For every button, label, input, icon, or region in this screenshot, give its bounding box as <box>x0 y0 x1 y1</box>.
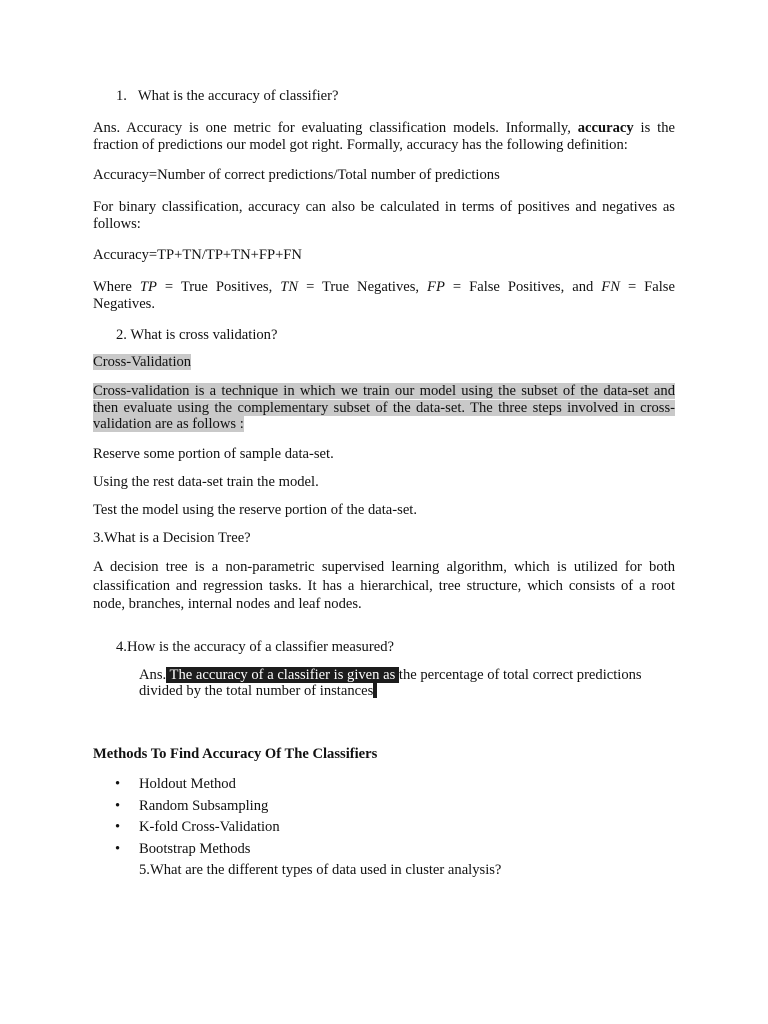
step-2: Using the rest data-set train the model. <box>93 474 319 490</box>
answer-1-part1: Ans. Accuracy is one metric for evaluating classification models. Informally, <box>93 120 578 136</box>
methods-heading-text: Methods To Find Accuracy Of The Classifiers <box>93 746 378 762</box>
methods-heading <box>93 746 675 763</box>
fp-term: FP <box>427 279 445 295</box>
tn-definition: = True Negatives, <box>298 279 428 295</box>
tp-definition: = True Positives, <box>156 279 281 295</box>
decision-tree-paragraph: A decision tree is a non-parametric supervised learning algorithm, which is utilized for both classification and regression tasks. It has a hierarchical, tree structure, which consists of a root node, branches, internal nodes and leaf nodes. <box>93 559 675 612</box>
list-item <box>115 775 280 797</box>
question-4: 4.How is the accuracy of a classifier measured? <box>116 639 394 655</box>
where-prefix: Where <box>93 279 140 295</box>
method-label: Bootstrap Methods <box>139 840 251 857</box>
answer-4-line-2 <box>139 683 675 700</box>
answer-4-prefix: Ans. <box>139 667 167 683</box>
question-1-number: 1. <box>116 88 127 104</box>
fn-definition: = False Negatives. <box>93 279 675 312</box>
answer-4-line-2-text: divided by the total number of instances <box>139 683 374 699</box>
question-1 <box>116 88 698 105</box>
where-definitions <box>93 279 675 312</box>
method-label: K-fold Cross-Validation <box>139 819 280 835</box>
cross-validation-heading-text: Cross-Validation <box>93 354 192 370</box>
list-item <box>115 797 280 819</box>
text-cursor <box>373 683 377 698</box>
question-5: 5.What are the different types of data used in cluster analysis? <box>139 862 502 878</box>
answer-1-paragraph <box>93 120 675 153</box>
methods-list <box>115 775 280 861</box>
method-label: Random Subsampling <box>139 797 269 814</box>
cross-validation-paragraph-text: Cross-validation is a technique in which we train our model using the subset of the data-set and then evaluate using the complementary subset of the data-set. The three steps involved in cross-validation are as follows : <box>93 383 675 432</box>
answer-1-part2: is the fraction of predictions our model got right. Formally, accuracy has the following definition: <box>93 120 675 153</box>
binary-classification-paragraph: For binary classification, accuracy can also be calculated in terms of positives and negatives as follows: <box>93 199 675 232</box>
list-item <box>115 840 280 862</box>
tp-term: TP <box>139 279 157 295</box>
cross-validation-paragraph <box>93 383 675 433</box>
question-2: 2. What is cross validation? <box>116 327 278 343</box>
cross-validation-heading <box>93 354 675 371</box>
list-item <box>115 818 280 840</box>
step-3: Test the model using the reserve portion of the data-set. <box>93 502 417 518</box>
answer-1-bold-term: accuracy <box>577 120 634 136</box>
bullet-icon: • <box>115 819 121 835</box>
bullet-icon: • <box>115 776 121 792</box>
accuracy-formula-1: Accuracy=Number of correct predictions/Total number of predictions <box>93 167 500 183</box>
fp-definition: = False Positives, and <box>444 279 602 295</box>
answer-4-rest: the percentage of total correct predictions <box>398 667 642 683</box>
step-1: Reserve some portion of sample data-set. <box>93 446 334 462</box>
answer-4-selected-text[interactable]: The accuracy of a classifier is given as <box>166 667 399 683</box>
answer-4-line-1 <box>139 667 675 684</box>
bullet-icon: • <box>115 840 121 857</box>
accuracy-formula-2: Accuracy=TP+TN/TP+TN+FP+FN <box>93 247 302 263</box>
question-3: 3.What is a Decision Tree? <box>93 530 251 546</box>
question-1-text: What is the accuracy of classifier? <box>137 88 339 104</box>
fn-term: FN <box>601 279 620 295</box>
tn-term: TN <box>280 279 299 295</box>
bullet-icon: • <box>115 797 121 814</box>
method-label: Holdout Method <box>139 776 236 792</box>
